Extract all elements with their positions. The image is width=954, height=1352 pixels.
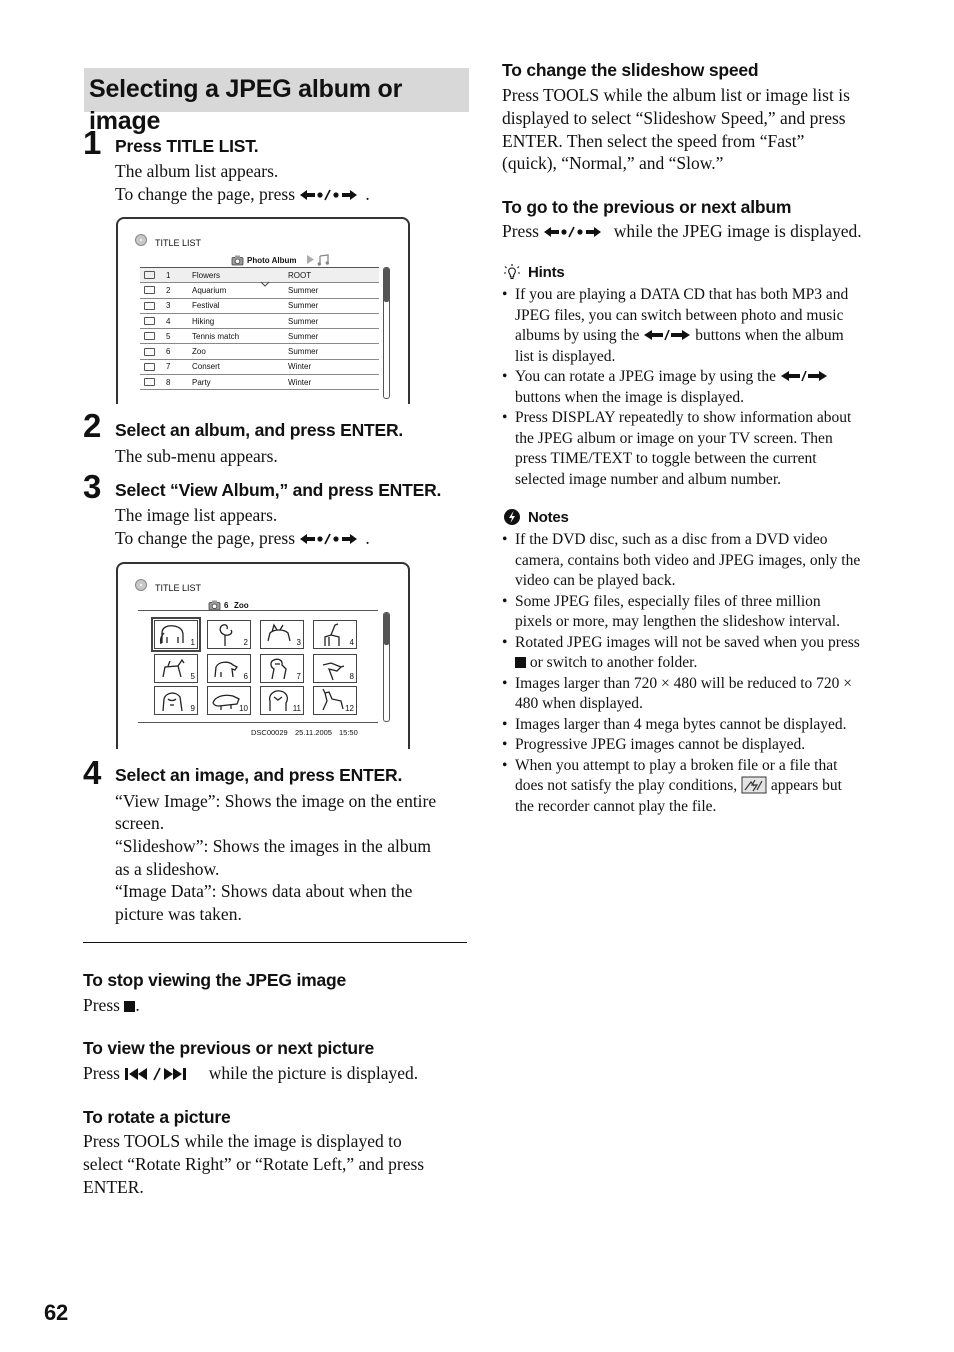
hint-line: • Press DISPLAY repeatedly to show information about: [515, 409, 852, 426]
row-number: 6: [166, 344, 192, 359]
pelican-icon: [317, 655, 347, 682]
antelope-icon: [158, 655, 188, 682]
folder-icon: [144, 286, 155, 294]
page-title: Selecting a JPEG album or image: [89, 75, 403, 135]
hint-text: You can rotate a JPEG image by using the: [515, 368, 777, 385]
hint-line: press TIME/TEXT to toggle between the current: [515, 450, 817, 467]
note-line: video can be played back.: [515, 572, 676, 589]
chevron-down-icon: [260, 281, 270, 287]
lion-icon: [264, 687, 294, 714]
section-heading: To view the previous or next picture: [83, 1038, 375, 1058]
image-thumbnail[interactable]: [260, 686, 304, 715]
section-text: [83, 994, 140, 1017]
flamingo-icon: [211, 621, 241, 648]
step-text: To change the page, press .: [115, 184, 370, 204]
step-title: Select an album, and press ENTER.: [115, 420, 404, 440]
step-number: 2: [83, 407, 102, 444]
thumbnail-number: 12: [345, 704, 354, 713]
step-text: “Image Data”: Shows data about when the: [115, 881, 413, 901]
screen-title: TITLE LIST: [155, 238, 202, 248]
album-header: Photo Album: [247, 256, 297, 265]
folder-name: Summer: [288, 298, 379, 313]
step-title: Select an image, and press ENTER.: [115, 765, 403, 785]
giraffe-icon: [317, 621, 347, 648]
hint-text: buttons when the album: [695, 327, 844, 344]
note-line: • Images larger than 4 mega bytes cannot be displayed.: [515, 715, 847, 733]
hint-line: [515, 367, 902, 388]
album-name: Zoo: [234, 601, 249, 610]
section-heading: To change the slideshow speed: [502, 60, 759, 80]
folder-icon: [144, 363, 155, 371]
list-item: [502, 530, 902, 592]
thumbnail-number: 4: [349, 638, 354, 647]
section-text-post: while the picture is displayed.: [208, 1063, 419, 1083]
divider: [138, 722, 378, 723]
thumbnail-number: 9: [190, 704, 195, 713]
step-text: The sub-menu appears.: [115, 446, 278, 466]
step-number: 4: [83, 754, 102, 791]
scrollbar[interactable]: [383, 612, 390, 722]
section-text: [83, 1062, 418, 1085]
hint-text: albums by using the: [515, 327, 640, 344]
left-right-arrows-icon: [780, 370, 828, 382]
note-line: 480 when displayed.: [515, 695, 643, 712]
step-number: 3: [83, 468, 102, 505]
zebra-icon: [264, 621, 294, 648]
hint-line: • If you are playing a DATA CD that has both MP3 and: [515, 286, 849, 303]
row-number: 7: [166, 359, 192, 374]
folder-icon: [144, 378, 155, 386]
disc-icon: [135, 234, 147, 246]
screen-title: TITLE LIST: [155, 583, 202, 593]
folder-name: Summer: [288, 329, 379, 344]
note-line: • When you attempt to play a broken file or a file that: [515, 756, 838, 774]
row-number: 1: [166, 268, 192, 283]
step-text: The image list appears.: [115, 505, 278, 525]
table-row[interactable]: [140, 344, 379, 359]
hint-line: selected image number and album number.: [515, 470, 781, 488]
hint-line: [515, 326, 902, 347]
file-name: DSC00029: [251, 728, 288, 737]
table-row[interactable]: [140, 329, 379, 344]
thumbnail-number: 10: [239, 704, 248, 713]
note-text: does not satisfy the play conditions,: [515, 777, 738, 794]
section-heading: To stop viewing the JPEG image: [83, 970, 347, 990]
section-heading: To rotate a picture: [83, 1107, 231, 1127]
hint-line: the JPEG album or image on your TV screen. Then: [515, 429, 833, 447]
scrollbar-thumb[interactable]: [384, 268, 389, 302]
section-text: ENTER.: [83, 1177, 144, 1197]
step-text: The album list appears.: [115, 161, 279, 181]
album-name: Hiking: [192, 313, 288, 328]
image-thumbnail[interactable]: [207, 686, 251, 715]
camera-icon: [231, 255, 244, 266]
step-title: Press TITLE LIST.: [115, 136, 259, 156]
folder-icon: [144, 348, 155, 356]
album-number: 6: [224, 601, 229, 610]
image-thumbnail[interactable]: [313, 654, 357, 683]
prev-next-page-icon: [299, 189, 365, 201]
step-text: To change the page, press .: [115, 528, 370, 548]
table-row[interactable]: [140, 375, 379, 390]
notes-heading: Notes: [528, 509, 569, 526]
folder-name: Winter: [288, 375, 379, 390]
row-number: 3: [166, 298, 192, 313]
thumbnail-number: 3: [296, 638, 301, 647]
table-row[interactable]: [140, 313, 379, 328]
file-time: 15:50: [339, 728, 358, 737]
hints-heading: Hints: [528, 264, 565, 281]
folder-icon: [144, 271, 155, 279]
page-number: 62: [44, 1300, 69, 1325]
row-number: 8: [166, 375, 192, 390]
list-item: [502, 715, 902, 736]
note-text: appears but: [770, 777, 842, 794]
folder-name: ROOT: [288, 268, 379, 283]
note-line: • Rotated JPEG images will not be saved when you press: [515, 633, 860, 651]
broken-image-icon: [741, 776, 767, 794]
image-thumbnail[interactable]: [260, 654, 304, 683]
thumbnail-number: 11: [292, 704, 301, 713]
note-line: camera, contains both video and JPEG images, only the: [515, 551, 861, 569]
thumbnail-number: 5: [190, 672, 195, 681]
folder-name: Summer: [288, 344, 379, 359]
table-row[interactable]: [140, 359, 379, 374]
album-list-screen: [116, 217, 410, 404]
step-text: “View Image”: Shows the image on the entire: [115, 791, 437, 811]
music-note-icon: [317, 254, 329, 266]
image-thumbnail[interactable]: [313, 686, 357, 715]
note-line: the recorder cannot play the file.: [515, 797, 717, 815]
image-thumbnail[interactable]: [207, 654, 251, 683]
divider: [83, 942, 467, 943]
section-text: Press TOOLS while the album list or image list is: [502, 85, 850, 105]
kangaroo-icon: [317, 687, 347, 714]
section-text: Press TOOLS while the image is displayed to: [83, 1131, 402, 1151]
table-row[interactable]: [140, 298, 379, 313]
album-name: Aquarium: [192, 283, 288, 298]
hints-list: [502, 285, 902, 490]
note-line: • Progressive JPEG images cannot be displayed.: [515, 736, 806, 753]
gorilla-icon: [158, 687, 188, 714]
note-text: or switch to another folder.: [529, 654, 698, 671]
album-name: Party: [192, 375, 288, 390]
folder-icon: [144, 317, 155, 325]
prev-next-page-icon: [543, 226, 609, 238]
hint-line: JPEG files, you can switch between photo and music: [515, 306, 844, 324]
image-thumbnail[interactable]: [154, 620, 198, 649]
list-item: [502, 633, 902, 674]
note-line: [515, 776, 902, 797]
play-icon: [305, 254, 315, 265]
thumbnail-number: 7: [296, 672, 301, 681]
notes-list: [502, 530, 902, 817]
thumbnail-number: 1: [190, 638, 195, 647]
image-list-screen: [116, 562, 410, 749]
note-line: • Some JPEG files, especially files of three million: [515, 592, 821, 610]
section-text: select “Rotate Right” or “Rotate Left,” and press: [83, 1154, 425, 1174]
row-number: 4: [166, 313, 192, 328]
folder-name: Summer: [288, 283, 379, 298]
section-text: ENTER. Then select the speed from “Fast”: [502, 131, 805, 151]
album-name: Flowers: [192, 268, 288, 283]
step-text-line: To change the page, press: [115, 528, 296, 548]
section-text-post: while the JPEG image is displayed.: [613, 221, 862, 241]
list-item: [502, 756, 902, 818]
thumbnail-number: 2: [243, 638, 248, 647]
folder-name: Winter: [288, 359, 379, 374]
scrollbar[interactable]: [383, 267, 390, 399]
hint-line: buttons when the image is displayed.: [515, 388, 745, 406]
image-thumbnail[interactable]: [260, 620, 304, 649]
note-line: [515, 653, 902, 674]
folder-name: Summer: [288, 313, 379, 328]
note-line: pixels or more, may lengthen the slideshow interval.: [515, 613, 840, 630]
image-thumbnail[interactable]: [313, 620, 357, 649]
elephant-icon: [158, 621, 188, 648]
scrollbar-thumb[interactable]: [384, 613, 389, 645]
thumbnail-number: 6: [243, 672, 248, 681]
list-item: [502, 285, 902, 367]
hippo-icon: [211, 687, 241, 714]
section-text-pre: Press: [502, 221, 539, 241]
left-right-arrows-icon: [643, 329, 691, 341]
lightbulb-icon: [503, 263, 521, 281]
thumbnail-number: 8: [349, 672, 354, 681]
list-item: [502, 408, 902, 490]
note-line: • If the DVD disc, such as a disc from a DVD video: [515, 531, 828, 548]
list-item: [502, 735, 902, 756]
list-item: [502, 592, 902, 633]
album-name: Zoo: [192, 344, 288, 359]
section-text-post: .: [135, 995, 140, 1015]
section-heading: To go to the previous or next album: [502, 197, 792, 217]
image-thumbnail[interactable]: [207, 620, 251, 649]
list-item: [502, 367, 902, 408]
hint-line: list is displayed.: [515, 347, 616, 365]
row-number: 2: [166, 283, 192, 298]
section-title-bar: [84, 68, 469, 135]
folder-icon: [144, 302, 155, 310]
folder-icon: [144, 332, 155, 340]
section-text: (quick), “Normal,” and “Slow.”: [502, 153, 724, 173]
stop-icon: [515, 657, 526, 668]
step-text: screen.: [115, 813, 165, 833]
image-thumbnail[interactable]: [154, 686, 198, 715]
album-name: Consert: [192, 359, 288, 374]
section-text: displayed to select “Slideshow Speed,” and press: [502, 108, 846, 128]
section-text: [502, 220, 862, 243]
row-number: 5: [166, 329, 192, 344]
note-line: • Images larger than 720 × 480 will be reduced to 720 ×: [515, 674, 853, 692]
section-text-pre: Press: [83, 995, 120, 1015]
list-item: [502, 674, 902, 715]
previous-next-icon: [124, 1067, 204, 1081]
image-thumbnail[interactable]: [154, 654, 198, 683]
file-date: 25.11.2005: [295, 728, 332, 737]
stop-icon: [124, 1001, 135, 1012]
step-text: as a slideshow.: [115, 859, 220, 879]
bear-icon: [211, 655, 241, 682]
album-name: Festival: [192, 298, 288, 313]
notes-icon: [503, 508, 521, 526]
monkey-icon: [264, 655, 294, 682]
album-name: Tennis match: [192, 329, 288, 344]
step-text-line: To change the page, press: [115, 184, 296, 204]
prev-next-page-icon: [299, 533, 365, 545]
step-number: 1: [83, 124, 102, 161]
step-text: picture was taken.: [115, 904, 242, 924]
step-title: Select “View Album,” and press ENTER.: [115, 480, 442, 500]
step-text: “Slideshow”: Shows the images in the album: [115, 836, 431, 856]
section-text-pre: Press: [83, 1063, 120, 1083]
